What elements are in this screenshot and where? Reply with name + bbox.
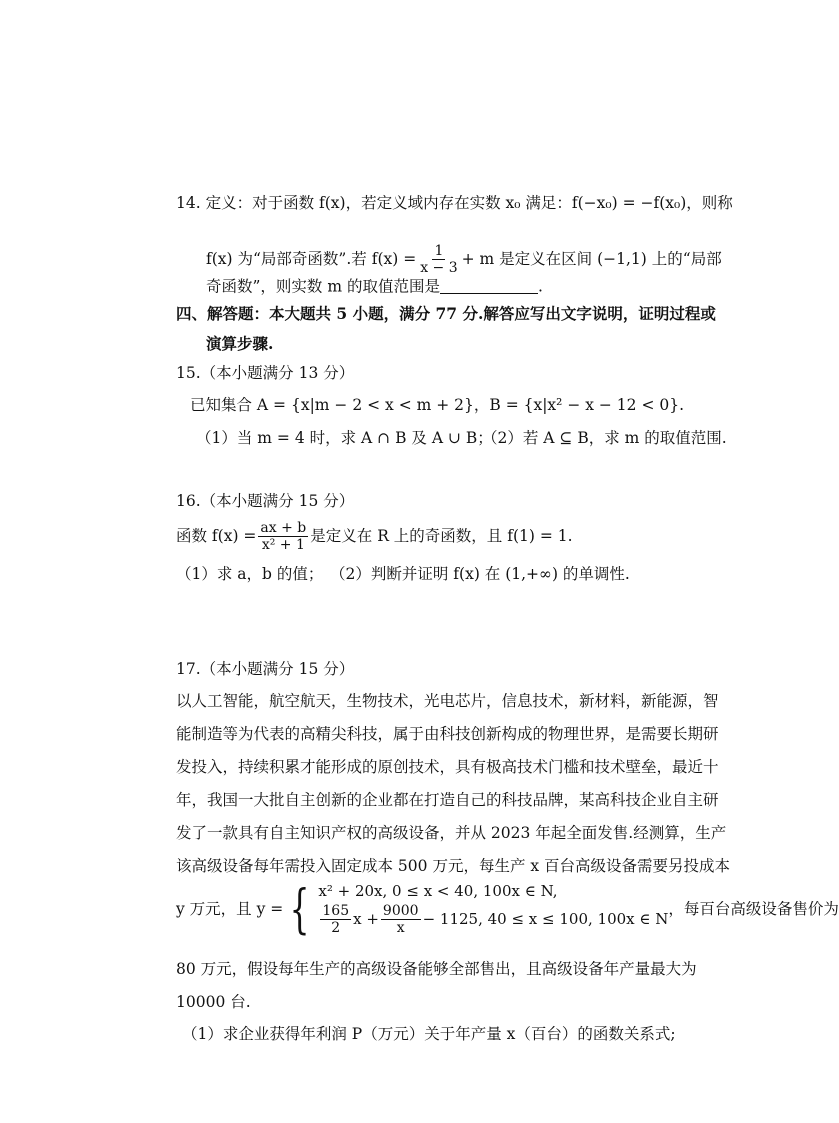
- case2-frac1-denominator: 2: [331, 920, 341, 937]
- q14-frac-denominator: x − 3: [420, 260, 458, 277]
- q14-line1: 14. 定义：对于函数 f(x)，若定义域内存在实数 x₀ 满足：f(−x₀) = −f(x₀)，则称: [176, 194, 733, 212]
- q15-part2: （2）若 A ⊆ B，求 m 的取值范围.: [482, 429, 727, 447]
- q16-part2: （2）判断并证明 f(x) 在 (1,+∞) 的单调性.: [330, 565, 630, 583]
- case2-middle: x +: [353, 910, 379, 929]
- q14-line3-text-a: 奇函数”，则实数 m 的取值范围是: [206, 277, 440, 296]
- left-brace-icon: {: [289, 880, 310, 941]
- q15-line1: 已知集合 A = {x|m − 2 < x < m + 2}，B = {x|x² − x − 12 < 0}.: [190, 396, 685, 414]
- q17-para-line5: 发了一款具有自主知识产权的高级设备，并从 2023 年起全面发售.经测算，生产: [176, 824, 727, 842]
- q14-line3-text-b: .: [537, 277, 543, 296]
- q14-line2-text-b: + m 是定义在区间 (−1,1) 上的“局部: [461, 249, 722, 268]
- q17-para-line3: 发投入，持续积累才能形成的原创技术，具有极高技术门槛和技术壁垒，最近十: [176, 758, 719, 776]
- q17-line7-text-a: y 万元，且 y =: [176, 900, 284, 919]
- case2-frac2-denominator: x: [396, 920, 405, 937]
- q17-para-line4: 年，我国一大批自主创新的企业都在打造自己的科技品牌，某高科技企业自主研: [176, 791, 719, 809]
- q16-frac-numerator: ax + b: [260, 520, 307, 536]
- section4-line2: 演算步骤.: [206, 334, 274, 353]
- q14-line3: [206, 277, 543, 295]
- answer-blank[interactable]: [440, 277, 538, 294]
- q14-line2: [206, 243, 722, 276]
- q16-head: 16.（本小题满分 15 分）: [176, 492, 355, 510]
- q17-sub1: （1）求企业获得年利润 P（万元）关于年产量 x（百台）的函数关系式;: [182, 1025, 676, 1043]
- q17-line7-text-b: ，每百台高级设备售价为: [668, 900, 839, 919]
- case2-frac1-numerator: 165: [322, 903, 350, 919]
- piecewise-cases: [318, 884, 668, 936]
- section4-line1: 四、解答题：本大题共 5 小题，满分 77 分.解答应写出文字说明，证明过程或: [176, 304, 716, 323]
- piecewise-case-1: x² + 20x, 0 ≤ x < 40, 100x ∈ N,: [318, 882, 558, 900]
- q16-part1: （1）求 a，b 的值；: [176, 565, 324, 583]
- piecewise-case-2: [318, 903, 668, 936]
- q16-frac-denominator: x² + 1: [261, 537, 305, 554]
- q16-line1-text-b: 是定义在 R 上的奇函数，且 f(1) = 1.: [310, 526, 573, 545]
- q17-para-line1: 以人工智能，航空航天，生物技术，光电芯片，信息技术，新材料，新能源，智: [176, 692, 719, 710]
- case2-tail: − 1125, 40 ≤ x ≤ 100, 100x ∈ N: [422, 910, 669, 929]
- piecewise-function: [283, 880, 669, 941]
- q14-fraction: [418, 243, 459, 276]
- q17-head: 17.（本小题满分 15 分）: [176, 660, 355, 678]
- case2-fraction-2: [381, 903, 421, 936]
- q17-para-line8: 80 万元，假设每年生产的高级设备能够全部售出，且高级设备年产量最大为: [176, 960, 697, 978]
- q17-para-line6: 该高级设备每年需投入固定成本 500 万元，每生产 x 百台高级设备需要另投成本: [176, 857, 731, 875]
- q16-line1-text-a: 函数 f(x) =: [176, 526, 257, 545]
- q16-fraction: [258, 520, 308, 553]
- q17-para-line9: 10000 台.: [176, 993, 251, 1011]
- case2-frac2-numerator: 9000: [382, 903, 419, 919]
- q17-para-line2: 能制造等为代表的高精尖科技，属于由科技创新构成的物理世界，是需要长期研: [176, 725, 719, 743]
- q14-line2-text-a: f(x) 为“局部奇函数”.若 f(x) =: [206, 249, 417, 268]
- q14-frac-numerator: 1: [434, 243, 444, 259]
- case2-fraction-1: [320, 903, 351, 936]
- q15-head: 15.（本小题满分 13 分）: [176, 364, 355, 382]
- q17-piecewise-line: [176, 880, 839, 941]
- q16-line1: [176, 520, 573, 553]
- q15-part1: （1）当 m = 4 时，求 A ∩ B 及 A ∪ B；: [196, 429, 493, 447]
